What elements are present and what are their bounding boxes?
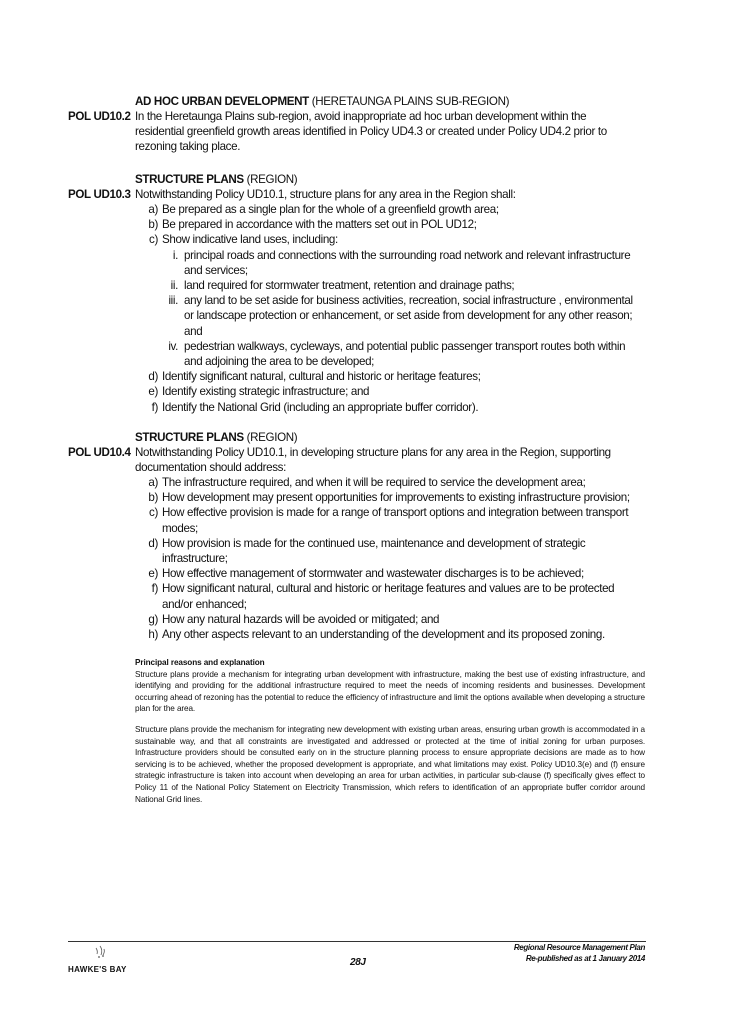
footer-document-info bbox=[514, 942, 645, 964]
policy-text: Notwithstanding Policy UD10.1, structure plans for any area in the Region shall: bbox=[135, 188, 516, 201]
explanation-heading: Principal reasons and explanation bbox=[135, 658, 265, 667]
list-item: b) Be prepared in accordance with the matters set out in POL UD12; bbox=[148, 218, 477, 232]
page-number: 28J bbox=[350, 957, 366, 968]
list-item: c) Show indicative land uses, including: i. principal roads and connections with the surrounding road network and relevant infrastructure and services; ii. land required for stormwater treatment, retention and drainage paths; iii. any land to be set aside for business activities, recreation, social infrastructure , environmental or landscape protection or enhancement, or set aside from development for any other reason; and iv. pedestrian walkways, cycleways, and potential public passenger transport routes both within and adjoining the area to be developed; bbox=[149, 233, 633, 369]
list-item: e) Identify existing strategic infrastructure; and bbox=[148, 385, 370, 399]
sub-list-item: i. principal roads and connections with the surrounding road network and relevant infrastructure and services; bbox=[172, 248, 631, 277]
section-heading-structure-plans: STRUCTURE PLANS (REGION) bbox=[135, 173, 298, 186]
policy-number: POL UD10.4 bbox=[68, 446, 131, 459]
list-item: d) Identify significant natural, cultural and historic or heritage features; bbox=[148, 370, 481, 384]
policy-ud10-4-list bbox=[144, 475, 634, 642]
logo-text: HAWKE'S BAY bbox=[68, 965, 127, 974]
list-item: b) How development may present opportunities for improvements to existing infrastructure provision; bbox=[148, 491, 630, 505]
principal-reasons-section bbox=[135, 657, 645, 805]
list-item: c) How effective provision is made for a range of transport options and integration between transport modes; bbox=[149, 506, 629, 535]
list-item: e) How effective management of stormwater and wastewater discharges is to be achieved; bbox=[148, 567, 584, 581]
explanation-paragraph: Structure plans provide the mechanism for integrating new development with existing urban areas, ensuring urban growth is accommodated in a sustainable way, and that all constraints are investigated and addressed or protected at the time of initial zoning for urban purposes. Infrastructure providers should be consulted early on in the structure planning process to ensure appropriate decisions are made as to how servicing is to be achieved, whether the proposed development is appropriate, and what limitations may exist. Policy UD10.3(e) and (f) ensure strategic infrastructure is taken into account when developing an area for urban activities, in particular sub-clause (f) specifically gives effect to Policy 11 of the National Policy Statement on Electricity Transmission, which refers to identification of an appropriate buffer corridor around National Grid lines. bbox=[135, 724, 645, 804]
document-date: Re-published as at 1 January 2014 bbox=[525, 954, 645, 963]
section-heading-ad-hoc: AD HOC URBAN DEVELOPMENT (HERETAUNGA PLAINS SUB-REGION) bbox=[135, 95, 510, 108]
sub-list bbox=[162, 248, 634, 370]
policy-ud10-3-list bbox=[144, 202, 634, 415]
explanation-paragraph: Structure plans provide a mechanism for integrating urban development with infrastructure, making the best use of existing infrastructure, and identifying and providing for the additional infrastructure required to meet the needs of incoming residents and businesses. Development occurring ahead of rezoning has the potential to reduce the efficiency of infrastructure and limit the options available when developing a structure plan for the area. bbox=[135, 669, 645, 714]
list-item: a) Be prepared as a single plan for the whole of a greenfield growth area; bbox=[148, 203, 499, 216]
document-title: Regional Resource Management Plan bbox=[513, 943, 645, 952]
sub-list-item: ii. land required for stormwater treatment, retention and drainage paths; bbox=[170, 279, 515, 293]
list-item: g) How any natural hazards will be avoided or mitigated; and bbox=[148, 612, 440, 626]
policy-text: In the Heretaunga Plains sub-region, avoid inappropriate ad hoc urban development within the residential greenfield growth areas identified in Policy UD4.3 or created under Policy UD4.2 prior to rezoning taking place. bbox=[135, 110, 607, 154]
sub-list-item: iii. any land to be set aside for business activities, recreation, social infrastructure , environmental or landscape protection or enhancement, or set aside from development for any other reason; and bbox=[168, 294, 633, 338]
policy-text: Notwithstanding Policy UD10.1, in developing structure plans for any area in the Region, supporting documentation should address: bbox=[135, 446, 611, 475]
sub-list-item: iv. pedestrian walkways, cycleways, and potential public passenger transport routes both within and adjoining the area to be developed; bbox=[168, 339, 626, 369]
policy-number: POL UD10.2 bbox=[68, 110, 131, 123]
section-heading-structure-plans-2: STRUCTURE PLANS (REGION) bbox=[135, 431, 298, 444]
list-item: f) Identify the National Grid (including an appropriate buffer corridor). bbox=[151, 400, 479, 414]
list-item: h) Any other aspects relevant to an understanding of the development and its proposed zoning. bbox=[148, 628, 605, 642]
list-item: d) How provision is made for the continued use, maintenance and development of strategic infrastructure; bbox=[148, 536, 586, 566]
list-item: f) How significant natural, cultural and historic or heritage features and values are to be protected and/or enhanced; bbox=[151, 582, 615, 611]
list-item: a) The infrastructure required, and when it will be required to service the development area; bbox=[148, 476, 586, 489]
policy-number: POL UD10.3 bbox=[68, 188, 131, 201]
